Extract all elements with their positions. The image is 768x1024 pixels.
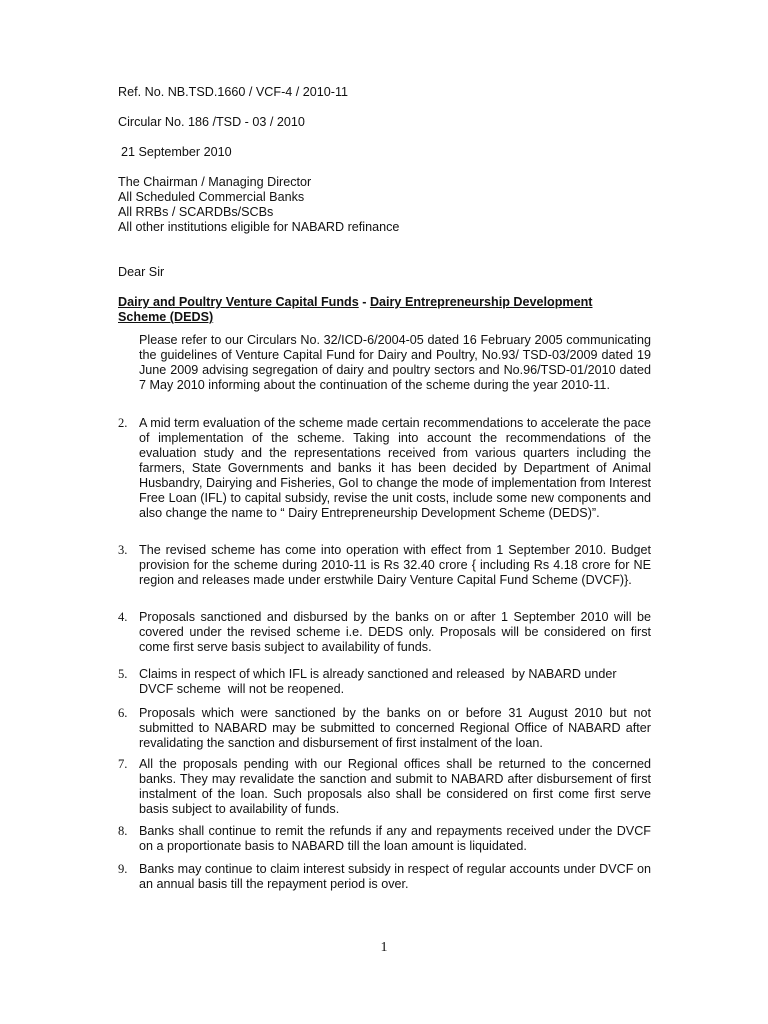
paragraph-number: 4. xyxy=(118,610,128,624)
paragraph-number: 6. xyxy=(118,706,128,720)
paragraph-number: 8. xyxy=(118,824,128,838)
subject-part1: Dairy and Poultry Venture Capital Funds xyxy=(118,295,359,309)
paragraph-number: 5. xyxy=(118,667,128,681)
subject-part2-a: Dairy Entrepreneurship Development xyxy=(369,295,593,309)
paragraph-number: 7. xyxy=(118,757,128,771)
paragraph-text: A mid term evaluation of the scheme made certain recommendations to accelerate the pace of implementation of the scheme. Taking into account the recommendations of the evaluation study and the representations received from various quarters including the farmers, State Governments and banks it has been decided by Department of Animal Husbandry, Dairying and Fisheries, GoI to change the mode of implementation from Interest Free Loan (IFL) to capital subsidy, revise the unit costs, include some new components and also change the name to “ Dairy Entrepreneurship Development Scheme (DEDS)”. xyxy=(139,416,651,520)
subject-part2-b: Scheme (DEDS) xyxy=(118,310,214,324)
paragraph-text: Banks shall continue to remit the refunds if any and repayments received under the DVCF on a proportionate basis to NABARD till the loan amount is liquidated. xyxy=(139,824,651,853)
reference-number: Ref. No. NB.TSD.1660 / VCF-4 / 2010-11 xyxy=(118,85,349,99)
addressee-line: All other institutions eligible for NABARD refinance xyxy=(118,220,400,234)
addressee-line: The Chairman / Managing Director xyxy=(118,175,312,189)
paragraph-text: All the proposals pending with our Regional offices shall be returned to the concerned banks. They may revalidate the sanction and submit to NABARD after disbursement of first instalment of the loan. Such proposals also shall be considered on first come first serve basis subject to availability of funds. xyxy=(139,757,651,816)
addressee-line: All RRBs / SCARDBs/SCBs xyxy=(118,205,274,219)
page-number: 1 xyxy=(380,940,388,955)
paragraph-1: Please refer to our Circulars No. 32/ICD-6/2004-05 dated 16 February 2005 communicating the guidelines of Venture Capital Fund for Dairy and Poultry, No.93/ TSD-03/2009 dated 19 June 2009 advising segregation of dairy and poultry sectors and No.96/TSD-01/2010 dated 7 May 2010 informing about the continuation of the scheme during the year 2010-11. xyxy=(139,333,651,392)
addressee-block xyxy=(118,175,399,235)
circular-date: 21 September 2010 xyxy=(121,145,232,159)
subject-separator: - xyxy=(358,295,370,309)
paragraph-number: 2. xyxy=(118,416,128,430)
paragraph-text: Banks may continue to claim interest subsidy in respect of regular accounts under DVCF on an annual basis till the repayment period is over. xyxy=(139,862,651,891)
addressee-line: All Scheduled Commercial Banks xyxy=(118,190,305,204)
circular-number: Circular No. 186 /TSD - 03 / 2010 xyxy=(118,115,305,129)
salutation: Dear Sir xyxy=(118,265,165,279)
subject-line xyxy=(118,295,593,325)
paragraph-text: Proposals sanctioned and disbursed by the banks on or after 1 September 2010 will be covered under the revised scheme i.e. DEDS only. Proposals will be considered on first come first serve basis subject to availability of funds. xyxy=(139,610,651,654)
paragraph-text: Proposals which were sanctioned by the banks on or before 31 August 2010 but not submitted to NABARD may be submitted to concerned Regional Office of NABARD after revalidating the sanction and disbursement of first instalment of the loan. xyxy=(139,706,651,750)
paragraph-text: The revised scheme has come into operation with effect from 1 September 2010. Budget provision for the scheme during 2010-11 is Rs 32.40 crore { including Rs 4.18 crore for NE region and releases made under erstwhile Dairy Venture Capital Fund Scheme (DVCF)}. xyxy=(139,543,651,587)
paragraph-number: 3. xyxy=(118,543,128,557)
paragraph-number: 9. xyxy=(118,862,128,876)
paragraph-text: Claims in respect of which IFL is already sanctioned and released by NABARD under DVCF scheme will not be reopened. xyxy=(139,667,621,696)
